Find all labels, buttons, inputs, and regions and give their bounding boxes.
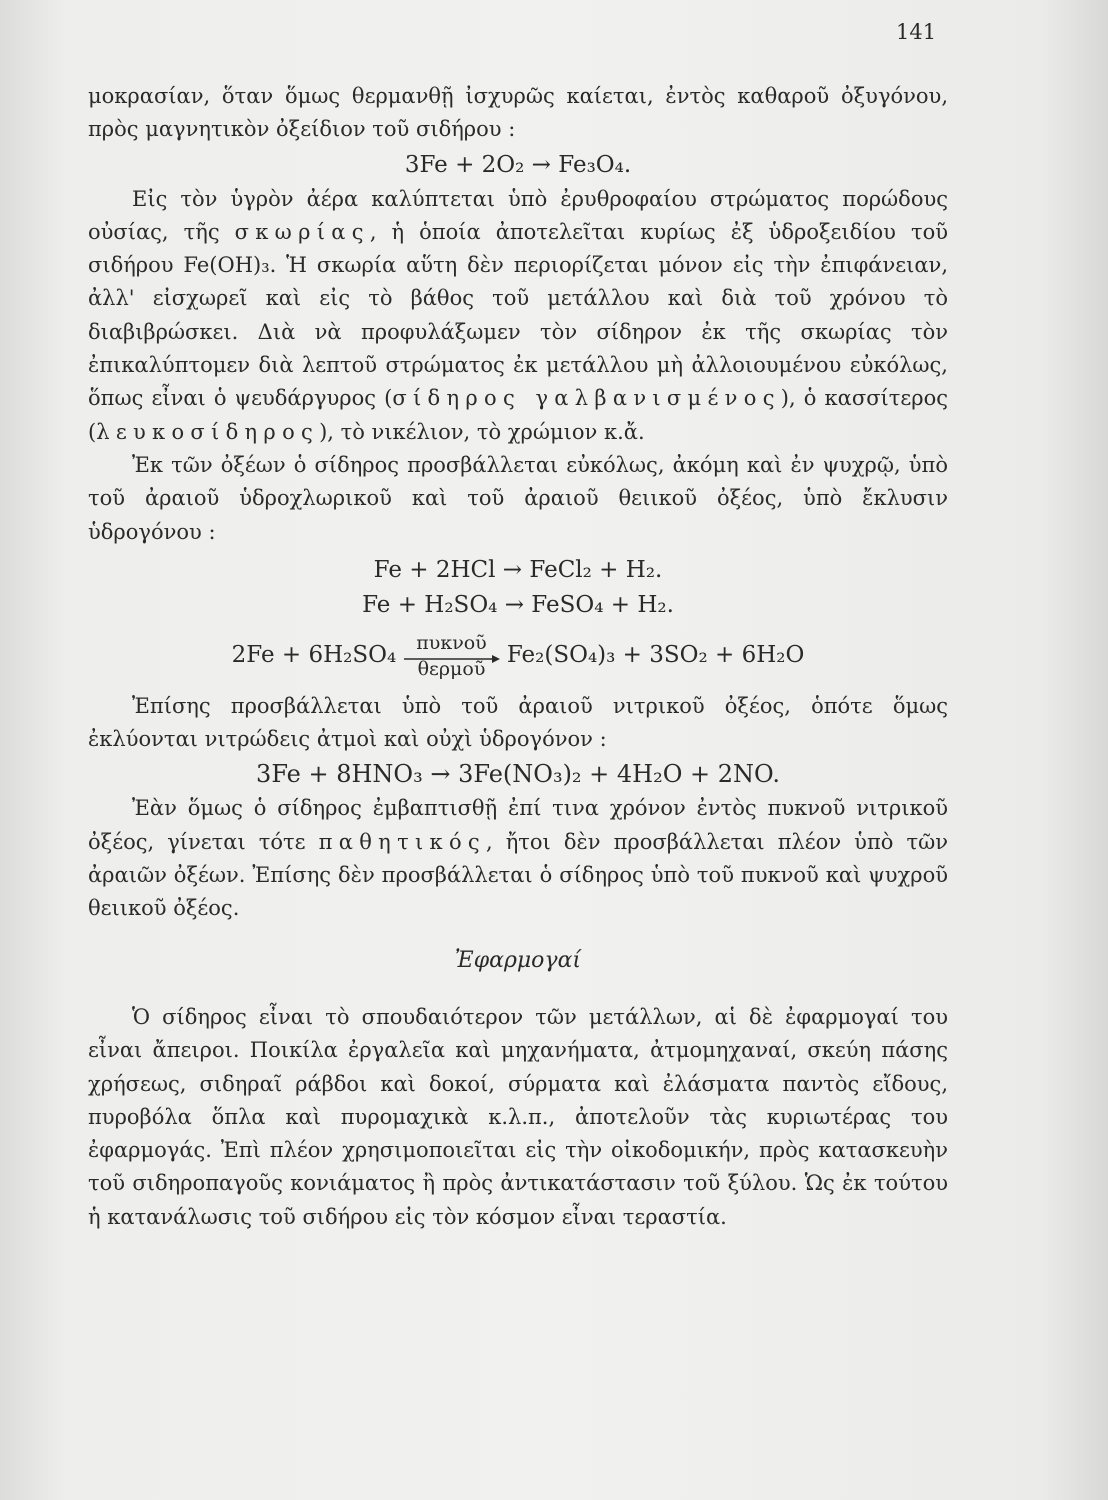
term-galvanized-iron: σίδηρος γαλβανισμένος <box>392 386 781 411</box>
section-heading-applications: Ἐφαρμογαί <box>454 947 582 973</box>
paragraph-nitric-acid: Ἐπίσης προσβάλλεται ὑπὸ τοῦ ἀραιοῦ νιτρικοῦ ὀξέος, ὁπότε ὅμως ἐκλύονται νιτρώδεις ἀτμοὶ καὶ οὐχὶ ὑδρογόνον : <box>88 693 948 752</box>
passivation-text-b: , ἤτοι δὲν προσβάλλεται πλέον ὑπὸ τῶν ἀραιῶν ὀξέων. Ἐπίσης δὲν προσβάλλεται ὁ σίδηρος ὑπὸ τοῦ πυκνοῦ καὶ ψυχροῦ θειικοῦ ὀξέος. <box>88 829 948 921</box>
paragraph-rust <box>88 183 948 449</box>
equation-concentrated-h2so4 <box>88 628 948 684</box>
equation-h2so4: Fe + H₂SO₄ → FeSO₄ + H₂. <box>362 591 674 618</box>
term-skoria: σκωρίας <box>234 219 370 244</box>
rust-text-a: Εἰς τὸν ὑγρὸν ἀέρα καλύπτεται ὑπὸ ἐρυθροφαίου στρώματος πορώδους οὐσίας, τῆς <box>88 186 948 244</box>
equation-group-acids <box>88 553 948 684</box>
rust-text-c: ), ὁ κασσίτερος ( <box>88 386 949 444</box>
page-body <box>88 80 948 1234</box>
condition-below: θερμοῦ <box>417 657 486 680</box>
eq4-left: 2Fe + 6H₂SO₄ <box>231 641 397 668</box>
paragraph-passivation <box>88 792 948 925</box>
equation-iron-oxygen: 3Fe + 2O₂ → Fe₃O₄. <box>404 151 632 178</box>
eq4-right: Fe₂(SO₄)₃ + 3SO₂ + 6H₂O <box>506 641 805 668</box>
term-tinplate: λευκοσίδηρος <box>96 419 320 444</box>
page-number: 141 <box>896 20 937 44</box>
passivation-text-a: Ἐὰν ὅμως ὁ σίδηρος ἐμβαπτισθῇ ἐπί τινα χρόνον ἐντὸς πυκνοῦ νιτρικοῦ ὀξέος, γίνεται τότε <box>88 796 948 854</box>
paragraph-acids: Ἐκ τῶν ὀξέων ὁ σίδηρος προσβάλλεται εὐκόλως, ἀκόμη καὶ ἐν ψυχρῷ, ὑπὸ τοῦ ἀραιοῦ ὑδροχλωρικοῦ καὶ τοῦ ἀραιοῦ θειικοῦ ὀξέος, ὑπὸ ἔκλυσιν ὑδρογόνου : <box>88 452 948 544</box>
equation-hcl: Fe + 2HCl → FeCl₂ + H₂. <box>373 556 663 583</box>
paragraph-oxidation: μοκρασίαν, ὅταν ὅμως θερμανθῇ ἰσχυρῶς καίεται, ἐντὸς καθαροῦ ὀξυγόνου, πρὸς μαγνητικὸν ὀξείδιον τοῦ σιδήρου : <box>88 84 948 142</box>
condition-above: πυκνοῦ <box>416 631 487 654</box>
rust-text-d: ), τὸ νικέλιον, τὸ χρώμιον κ.ἄ. <box>319 419 645 444</box>
rust-text-b: , ἡ ὁποία ἀποτελεῖται κυρίως ἐξ ὑδροξειδίου τοῦ σιδήρου Fe(OH)₃. Ἡ σκωρία αὕτη δὲν περιορίζεται μόνον εἰς τὴν ἐπιφάνειαν, ἀλλ' εἰσχωρεῖ καὶ εἰς τὸ βάθος τοῦ μετάλλου καὶ διὰ τοῦ χρόνου τὸ διαβιβρώσκει. Διὰ νὰ προφυλάξωμεν τὸν σίδηρον ἐκ τῆς σκωρίας τὸν ἐπικαλύπτομεν διὰ λεπτοῦ στρώματος ἐκ μετάλλου μὴ ἀλλοιουμένου εὐκόλως, ὅπως εἶναι ὁ ψευδάργυρος ( <box>88 219 948 411</box>
term-passive: παθητικός <box>318 829 486 854</box>
paragraph-applications: Ὁ σίδηρος εἶναι τὸ σπουδαιότερον τῶν μετάλλων, αἱ δὲ ἐφαρμογαί του εἶναι ἄπειροι. Ποικίλα ἐργαλεῖα καὶ μηχανήματα, ἀτμομηχαναί, σκεύη πάσης χρήσεως, σιδηραῖ ράβδοι καὶ δοκοί, σύρματα καὶ ἐλάσματα παντὸς εἴδους, πυροβόλα ὅπλα καὶ πυρομαχικὰ κ.λ.π., ἀποτελοῦν τὰς κυριωτέρας του ἐφαρμογάς. Ἐπὶ πλέον χρησιμοποιεῖται εἰς τὴν οἰκοδομικήν, πρὸς κατασκευὴν τοῦ σιδηροπαγοῦς κονιάματος ἢ πρὸς ἀντικατάστασιν τοῦ ξύλου. Ὡς ἐκ τούτου ἡ κατανάλωσις τοῦ σιδήρου εἰς τὸν κόσμον εἶναι τεραστία. <box>88 1004 948 1229</box>
reaction-condition-arrow <box>404 628 500 684</box>
equation-hno3: 3Fe + 8HNO₃ → 3Fe(NO₃)₂ + 4H₂O + 2NO. <box>256 760 780 789</box>
